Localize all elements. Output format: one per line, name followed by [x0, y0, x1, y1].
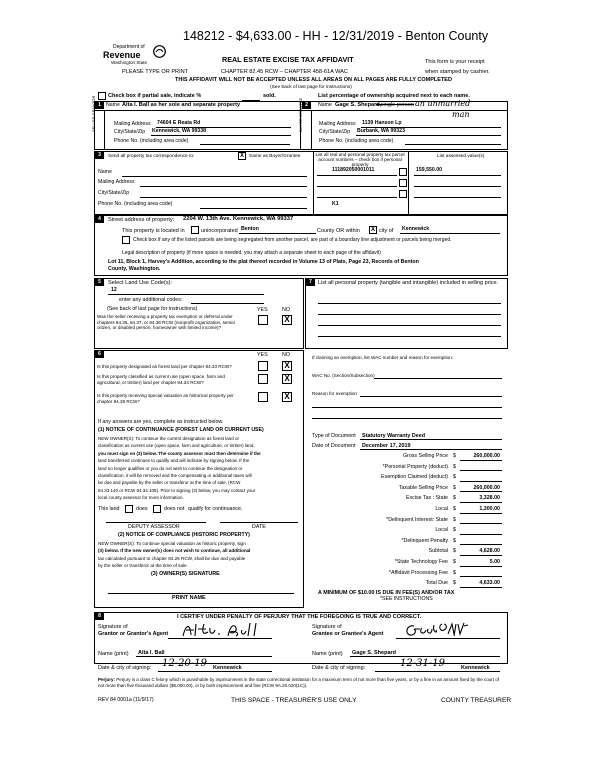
minimum-note: A MINIMUM OF $10.00 IS DUE IN FEE(S) AND/OR TAX [318, 590, 455, 596]
tax-row-dollar: $ [453, 527, 456, 534]
s3-phone-label: Phone No. (including area code) [98, 201, 173, 207]
tax-row-line [460, 555, 502, 556]
notice1-line: local county assessor for more information. [98, 495, 184, 501]
notice2-title: (2) NOTICE OF COMPLIANCE (HISTORIC PROPERTY) [118, 532, 250, 538]
tax-row-dollar: $ [453, 506, 456, 512]
seller-city-label: City/State/Zip [114, 129, 146, 135]
s5-question-text: Was the seller receiving a property tax exemption or deferral under chapters 84.36, 84.37, or 84.38 RCW (nonprofit organization, senior citizen, or disabled person, homeowner with limited income)? [97, 314, 236, 330]
notice1-line: 84.33.140 or RCW 84.34.108). Prior to signing (3) below, you may contact your [98, 487, 256, 493]
buyer-mail-label: Mailing Address [319, 121, 356, 127]
seller-side-label: SELLER GRANTOR [91, 95, 96, 132]
s6-q2-no-checkbox[interactable]: X [282, 374, 292, 384]
personal-property-checkbox-2[interactable] [399, 179, 407, 187]
partial-sale-label: Check box if partial sale, indicate % [108, 93, 202, 99]
notice2-line: tax calculated pursuant to chapter 84.26 RCW, shall be due and payable [98, 555, 246, 561]
s6-q3-yes-checkbox[interactable] [258, 392, 268, 402]
s6-q1: Is this property designated as forest land per chapter 84.33 RCW? [97, 364, 232, 369]
grantee-name-label: Name (print) [312, 651, 343, 657]
tax-row-dollar: $ [453, 580, 456, 587]
city-value[interactable]: Kennewick [402, 226, 430, 232]
buyer-side-label: BUYER GRANTEE [298, 97, 303, 132]
grantee-signature [402, 620, 472, 645]
buyer-city-label: City/State/Zip [319, 129, 351, 135]
notice1-line: land transferred continues to qualify and will indicate by signing below. If the [98, 458, 250, 464]
warning: THIS AFFIDAVIT WILL NOT BE ACCEPTED UNLESS ALL AREAS ON ALL PAGES ARE FULLY COMPLETED [175, 77, 452, 83]
does-not-label: does not [164, 506, 185, 512]
tax-row-line [460, 481, 502, 482]
segregated-label-text: Check box if any of the listed parcels are being segregated from another parcel, are part of a boundary line adjustment or parcels being merged. [133, 237, 452, 243]
tax-row-dollar: $ [453, 516, 456, 523]
tax-row-label: Excise Tax : State [405, 495, 448, 502]
owner-signature-label: (3) OWNER(S) SIGNATURE [151, 571, 220, 577]
perjury-notice [98, 677, 504, 689]
assessed-value[interactable]: 159,550.00 [416, 167, 442, 173]
street-address[interactable]: 2204 W. 13th Ave. Kennewick, WA 99337 [183, 216, 294, 222]
date-label: DATE [252, 524, 266, 530]
same-as-buyer-label: Same as Buyer/Grantee [249, 154, 301, 159]
tax-row-dollar: $ [453, 484, 456, 491]
grantor-name-label: Name (print) [98, 651, 129, 657]
s5-question [97, 314, 249, 331]
unincorporated-checkbox[interactable] [191, 226, 199, 234]
s6-q3 [97, 393, 247, 404]
grantee-sig-label-2: Grantee or Grantee's Agent [312, 631, 384, 637]
grantee-sig-label-1: Signature of [312, 624, 342, 630]
section-5-number: 5 [95, 279, 104, 286]
notice1-line: you must sign on (3) below. The county assessor must then determine if the [98, 450, 261, 456]
buyer-name[interactable]: Gage S. Shepard, [335, 102, 382, 108]
certify-statement: I CERTIFY UNDER PENALTY OF PERJURY THAT THE FOREGOING IS TRUE AND CORRECT. [177, 614, 422, 620]
personal-property-label-text: List all personal property (tangible and intangible) included in selling price. [318, 280, 499, 286]
segregated-label [133, 237, 493, 243]
buyer-name-handwritten-2: man [452, 110, 470, 119]
s6-q3-text: Is this property receiving special valuation as historical property per chapter 84.26 RCW? [97, 393, 234, 404]
tax-row-value[interactable]: 4,633.00 [479, 580, 500, 587]
logo-line1: Department of [113, 44, 145, 50]
street-label: Street address of property: [108, 217, 175, 223]
same-as-buyer-checkbox[interactable]: X [239, 153, 244, 159]
tax-row-line [460, 470, 502, 471]
perjury-text: Perjury is a class C felony which is punishable by imprisonment in the state correctional institution for a maximum term of not more than five years, or by a fine in an amount fixed by the court of not more than five thousand dollars ($5,000.00), or by both imprisonment and fine (RCW 9A.20.020(1C)). [98, 677, 499, 688]
tax-row-line [460, 513, 502, 514]
s5-yes-label: YES [257, 307, 268, 313]
does-label: does [136, 506, 148, 512]
tax-row-value[interactable]: 260,000.00 [473, 484, 500, 491]
tax-row-dollar: $ [453, 495, 456, 502]
county-treasurer: COUNTY TREASURER [441, 697, 512, 704]
buyer-name-label: Name [318, 102, 332, 108]
tax-row-label: Exemption Claimed (deduct) [381, 474, 448, 481]
seller-name-label: Name [106, 102, 120, 108]
tax-row-value[interactable]: 3,328.00 [479, 495, 500, 502]
s3-city-label: City/State/Zip [98, 190, 130, 196]
doc-type[interactable]: Statutory Warranty Deed [362, 433, 426, 439]
tax-row-value[interactable]: 4,628.00 [479, 548, 500, 555]
tax-row-label: *Delinquent Interest: State [386, 516, 448, 523]
print-note: PLEASE TYPE OR PRINT [122, 69, 189, 75]
assessed-label: List assessed value(s) [437, 154, 485, 159]
unincorporated-label: unincorporated [201, 228, 238, 234]
land-does-not-checkbox[interactable] [153, 505, 161, 513]
personal-property-checkbox-3[interactable] [399, 190, 407, 198]
tax-row-line [460, 491, 502, 492]
grantee-city[interactable]: Kennewick [461, 665, 490, 671]
tax-row-label: *Personal Property (deduct) [382, 463, 448, 470]
wac-label: WAC No. (Section/Subsection) [312, 373, 375, 378]
tax-row-line [460, 523, 502, 524]
tax-row-line [460, 460, 502, 461]
tax-row-line [460, 566, 502, 567]
tax-row-value[interactable]: 260,000.00 [473, 453, 500, 459]
deputy-assessor-label: DEPUTY ASSESSOR [128, 524, 180, 530]
tax-row-label: Local [435, 506, 448, 512]
form-revision: REV 84 0001a (11/9/17) [98, 697, 154, 703]
buyer-mail[interactable]: 1139 Hanson Lp [362, 120, 402, 126]
grantee-name[interactable]: Gage S. Shepard [352, 650, 397, 656]
tax-row-value[interactable]: 1,300.00 [479, 506, 500, 512]
chapter-ref: CHAPTER 82.45 RCW – CHAPTER 458-61A WAC [221, 69, 348, 75]
tax-row-value[interactable]: 5.00 [489, 559, 500, 565]
doc-date[interactable]: December 17, 2019 [362, 443, 411, 449]
tax-row-line [460, 502, 502, 503]
section-8-number: 8 [95, 613, 104, 620]
logo-line2: Revenue [103, 50, 141, 60]
reason-label: Reason for exemption [312, 391, 357, 396]
tax-row-dollar: $ [453, 474, 456, 481]
s5-see-back: (See back of last page for instructions) [107, 306, 198, 312]
notice1-line: NEW OWNER(S): To continue the current designation as forest land or [98, 436, 239, 441]
grantor-city[interactable]: Kennewick [213, 665, 242, 671]
located-label: This property is located in [122, 228, 185, 234]
exemption-label: If claiming an exemption, list WAC number and reason for exemption: [312, 355, 454, 360]
city-of-label: city of [379, 228, 394, 234]
s6-q1-yes-checkbox[interactable] [258, 361, 268, 371]
tax-row-dollar: $ [453, 559, 456, 565]
this-land-label: This land [98, 506, 120, 512]
county-label: County OR within [317, 228, 360, 234]
tax-row-label: Subtotal [428, 548, 448, 555]
segregated-checkbox[interactable] [122, 236, 130, 244]
tax-row-line [460, 576, 502, 577]
s6-q3-no-checkbox[interactable]: X [282, 392, 292, 402]
grantor-sig-label-1: Signature of [98, 624, 128, 630]
parcel-list-label [314, 152, 406, 167]
grantor-date-label: Date & city of signing: [98, 665, 152, 671]
send-correspondence-label: Send all property tax correspondence to: [108, 154, 195, 159]
notice2-line: by the seller or transferor at the time of sale. [98, 563, 188, 569]
tax-row-label: *Affidavit Processing Fee [388, 569, 448, 576]
seller-mail-label: Mailing Address [114, 121, 151, 127]
seller-name[interactable]: Alta I. Ball as her sole and separate property [122, 102, 241, 108]
additional-codes-label: enter any additional codes: [119, 297, 183, 303]
legal-label: Legal description of property (if more space is needed, you may attach a separate sheet to each page of the affidavit) [122, 250, 381, 256]
tax-row-dollar: $ [453, 569, 456, 576]
notice1-line: land no longer qualifies or you do not wish to continue the designation or [98, 465, 243, 471]
grantor-date[interactable]: 12-20-19 [162, 658, 207, 669]
revenue-logo [103, 45, 173, 69]
print-name-label: PRINT NAME [172, 595, 206, 601]
notice2-line: NEW OWNER(S): To continue special valuation as historic property, sign [98, 541, 246, 546]
personal-property-label [318, 280, 503, 287]
seller-phone-label: Phone No. (including area code) [114, 138, 189, 144]
legal-line-1[interactable]: Lot 11, Block 1, Harvey's Addition, according to the plat thereof recorded in Volume 13 of Plats, Page 23, Records of Benton [108, 259, 419, 265]
s6-q2-yes-checkbox[interactable] [258, 374, 268, 384]
tax-row-dollar: $ [453, 548, 456, 555]
perjury-title: Perjury: [98, 677, 116, 682]
s3-mail-label: Mailing Address [98, 179, 135, 185]
county-value[interactable]: Benton [241, 226, 259, 232]
section-1-number: 1 [95, 102, 104, 109]
land-does-checkbox[interactable] [125, 505, 133, 513]
grantee-date[interactable]: 12-31-19 [400, 658, 445, 669]
s6-yes-label: YES [257, 352, 268, 358]
grantor-name[interactable]: Alta I. Ball [138, 650, 165, 656]
back-instructions: (See back of last page for instructions) [270, 85, 352, 90]
k1-code: K1 [332, 201, 339, 207]
s6-no-label: NO [282, 352, 290, 358]
parcel-list-label-text: List all real and personal property tax parcel account numbers – check box if personal property [315, 152, 405, 168]
tax-row-label: Taxable Selling Price [398, 484, 448, 491]
notice1-line: classification as current use (open space, farm and agriculture, or timber) land, [98, 443, 255, 449]
buyer-name-handwritten: an unmarried [415, 99, 471, 108]
personal-property-checkbox-1[interactable] [399, 168, 407, 176]
grantor-sig-label-2: Grantor or Grantor's Agent [98, 631, 169, 637]
section-2-number: 2 [302, 102, 311, 109]
tax-row-label: *Delinquent Penalty [401, 537, 448, 544]
notice1-title: (1) NOTICE OF CONTINUANCE (FOREST LAND OR CURRENT USE) [98, 427, 264, 433]
parcel-number[interactable]: 111892050001011 [332, 167, 375, 173]
treasurer-space: THIS SPACE - TREASURER'S USE ONLY [231, 697, 357, 704]
seller-mail[interactable]: 74604 E Reata Rd [157, 120, 201, 126]
if-yes-label: If any answers are yes, complete as instructed below. [98, 419, 224, 425]
tax-row-line [460, 534, 502, 535]
s5-yes-checkbox[interactable] [258, 315, 268, 325]
land-use-label: Select Land Use Code(s): [108, 280, 173, 286]
see-instructions: *SEE INSTRUCTIONS [380, 596, 433, 602]
tax-row-line [460, 587, 502, 588]
sold-label: sold. [263, 93, 276, 99]
tax-row-label: Gross Selling Price [402, 453, 448, 459]
s3-name-label: Name [98, 169, 112, 175]
tax-row-dollar: $ [453, 463, 456, 470]
logo-line3: Washington State [111, 60, 148, 65]
doc-type-label: Type of Document [312, 433, 356, 439]
doc-date-label: Date of Document [312, 443, 356, 449]
notice1-body [98, 435, 300, 502]
buyer-name-struck: a single person [376, 102, 414, 108]
tax-row-dollar: $ [453, 453, 456, 459]
receipt-note-1: This form is your receipt [425, 59, 485, 65]
seller-city[interactable]: Kennewick, WA 99338 [152, 128, 207, 134]
notice2-line: (3) below. If the new owner(s) does not wish to continue, all additional [98, 548, 251, 554]
within-city-checkbox[interactable]: X [370, 227, 375, 233]
tax-row-dollar: $ [453, 537, 456, 544]
tax-row-line [460, 544, 502, 545]
qualify-label: qualify for continuance. [188, 506, 243, 512]
section-7-number: 7 [306, 279, 315, 286]
logo-emblem-icon [153, 45, 166, 58]
s6-q2 [97, 374, 247, 385]
tax-row-label: *State Technology Fee [394, 559, 448, 565]
notice1-line: be due and payable by the seller or transferor at the time of sale. (RCW [98, 480, 241, 486]
tax-row-label: Total Due [425, 580, 448, 587]
s5-no-label: NO [282, 307, 290, 313]
s6-q2-text: Is this property classified as current use (open space, farm and agricultural, or timber) land per chapter 84.34 RCW? [97, 374, 225, 385]
section-4-number: 4 [95, 216, 104, 223]
s6-q1-no-checkbox[interactable]: X [282, 361, 292, 371]
ownership-pct: List percentage of ownership acquired next to each name. [318, 93, 470, 99]
buyer-phone-label: Phone No. (including area code) [319, 138, 394, 144]
legal-line-2[interactable]: County, Washington. [108, 266, 161, 272]
grantee-date-label: Date & city of signing: [312, 665, 366, 671]
grantor-signature [180, 620, 270, 645]
buyer-city[interactable]: Burbank, WA 99323 [357, 128, 405, 134]
s5-no-checkbox[interactable]: X [282, 315, 292, 325]
partial-sale-checkbox[interactable] [98, 92, 106, 100]
form-title: REAL ESTATE EXCISE TAX AFFIDAVIT [222, 55, 354, 64]
section-6-number: 6 [95, 351, 104, 358]
receipt-note-2: when stamped by cashier. [425, 69, 490, 75]
tax-row-label: Local [435, 527, 448, 534]
land-use-code[interactable]: 12 [111, 287, 117, 293]
notice2-body [98, 540, 300, 570]
notice1-line: classification, it will be removed and the compensating or additional taxes will [98, 473, 252, 479]
header-stamp: 148212 - $4,633.00 - HH - 12/31/2019 - Benton County [183, 29, 489, 43]
section-3-number: 3 [95, 152, 104, 159]
